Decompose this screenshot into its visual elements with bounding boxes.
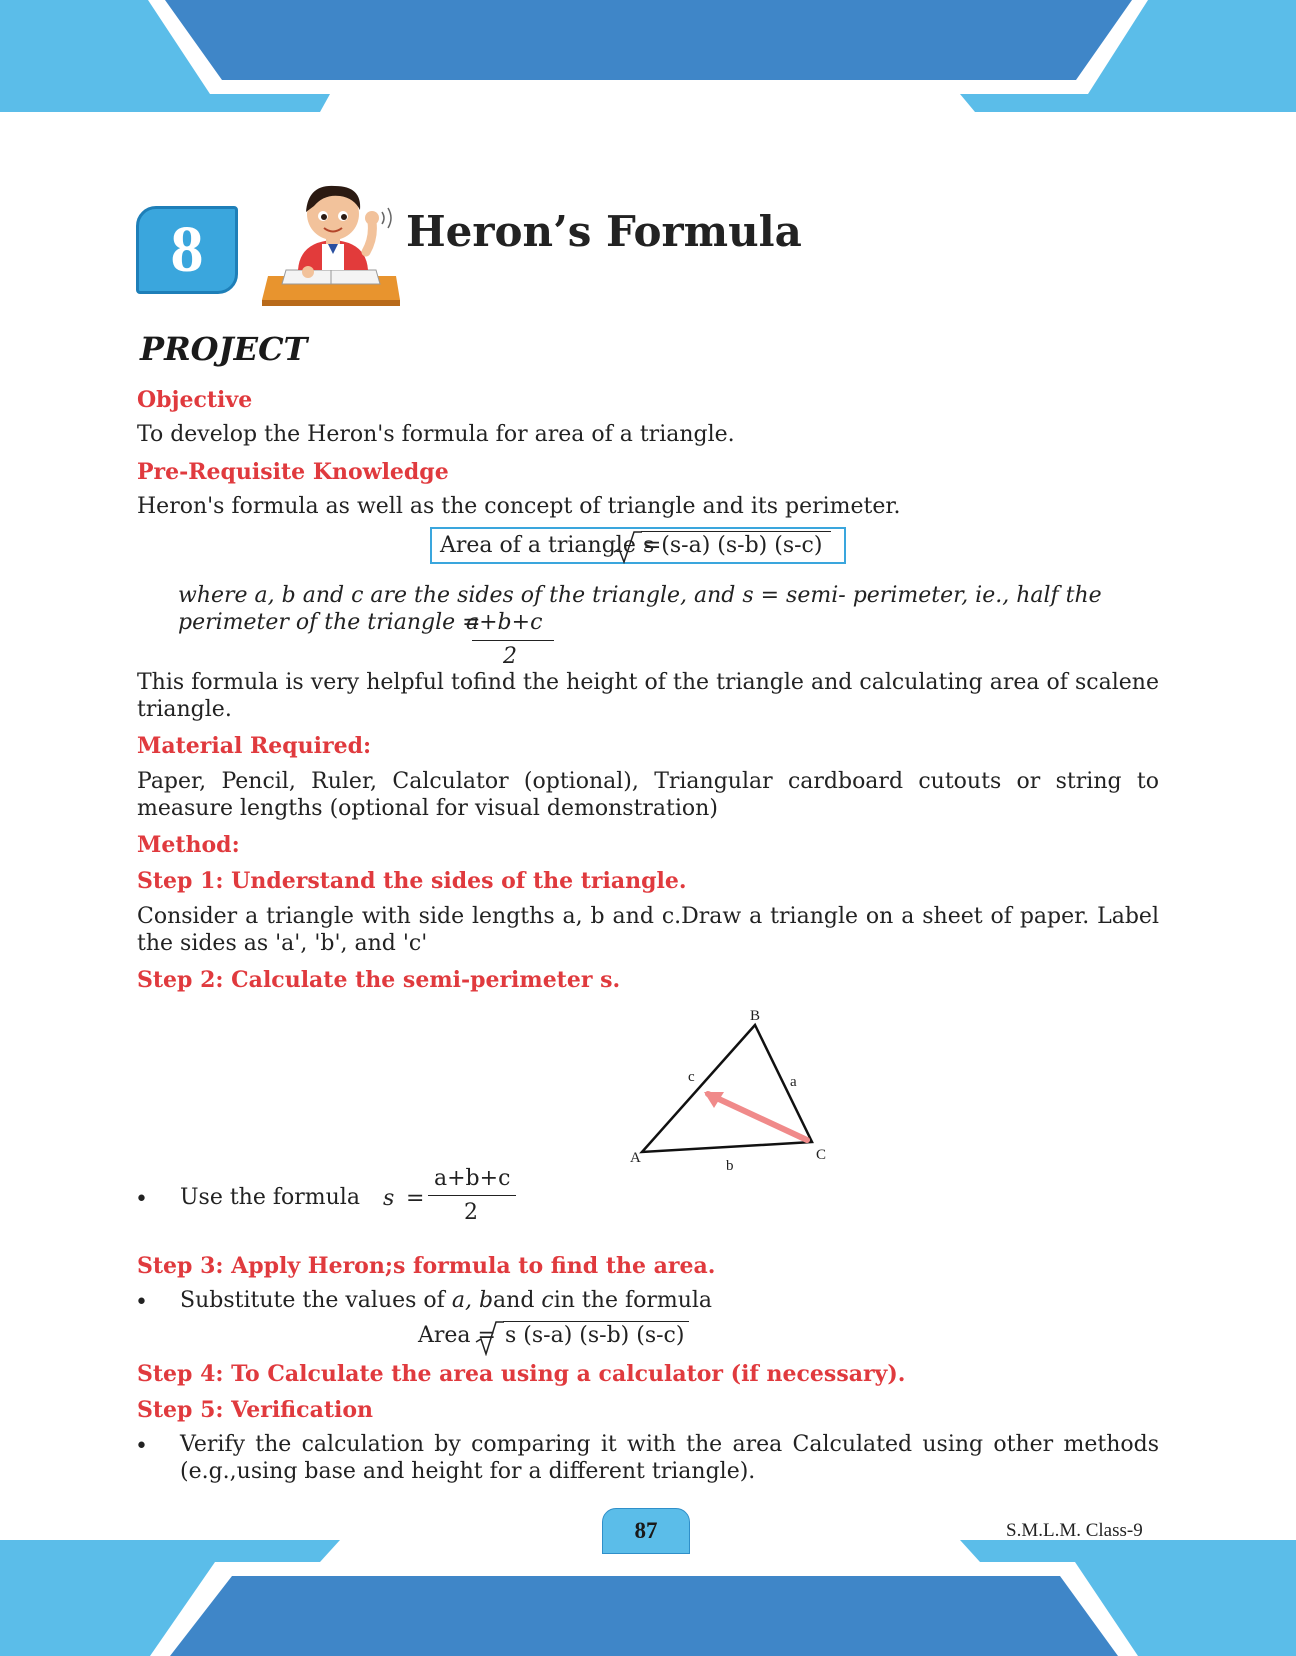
prerequisite-heading: Pre-Requisite Knowledge [137,459,449,485]
step1-text-line2: the sides as 'a', 'b', and 'c' [137,931,428,956]
vertex-a-label: A [630,1150,641,1166]
triangle-diagram [620,1000,840,1175]
where-fraction-bar [472,640,554,641]
side-c-label: c [688,1069,695,1085]
step3-var-a: a, [451,1288,472,1313]
helpful-text-line2: triangle. [137,697,232,722]
area-formula-label: Area of a triangle = [440,533,662,558]
step3-sub-post: in the formula [553,1288,713,1313]
method-heading: Method: [137,832,240,858]
step2-s-variable: s [383,1186,395,1211]
helpful-text-line1: This formula is very helpful tofind the height of the triangle and calculating area of scalene [137,670,1159,695]
step3-formula-radicand: s (s-a) (s-b) (s-c) [505,1323,685,1348]
area-formula-radicand: s (s-a) (s-b) (s-c) [643,533,823,558]
step5-heading: Step 5: Verification [137,1397,374,1423]
step3-var-b: b [478,1288,494,1313]
step2-bullet: • [135,1187,148,1212]
book-name: S.M.L.M. Class-9 [1006,1520,1143,1541]
where-fraction-denominator: 2 [503,644,517,669]
step3-area-formula [418,1319,688,1359]
where-text-line2 [178,609,543,636]
where-text-line1: where a, b and c are the sides of the triangle, and s = semi- perimeter, ie., half the [178,583,1102,608]
step3-heading: Step 3: Apply Heron;s formula to find the area. [137,1253,716,1279]
step2-heading: Step 2: Calculate the semi-perimeter s. [137,967,621,993]
side-b-label: b [726,1158,734,1174]
page-number: 87 [634,1518,658,1543]
objective-heading: Objective [137,387,253,413]
bottom-banner [0,1540,1296,1656]
chapter-title: Heron’s Formula [406,207,802,256]
step2-denominator: 2 [464,1200,478,1225]
step4-heading: Step 4: To Calculate the area using a calculator (if necessary). [137,1361,906,1387]
step3-square-root-sign [474,1320,504,1356]
prerequisite-text: Heron's formula as well as the concept of triangle and its perimeter. [137,494,901,519]
where-fraction-numerator: a+b+c [466,610,543,635]
vertex-c-label: C [816,1147,827,1163]
boy-studying-illustration [258,172,408,312]
vertex-b-label: B [750,1008,761,1024]
where-text-perimeter: perimeter of the triangle = [178,610,481,635]
step5-text-line2: (e.g.,using base and height for a different triangle). [180,1459,756,1484]
step2-equals: = [406,1186,425,1211]
project-heading: PROJECT [140,330,308,368]
top-banner [0,0,1296,115]
square-root-sign [612,530,642,564]
step2-numerator: a+b+c [434,1166,511,1191]
chapter-number-badge [136,206,238,294]
step3-formula-label: Area = [418,1323,496,1348]
step3-bullet: • [135,1290,148,1315]
step3-substitute-text [180,1287,712,1314]
step5-bullet: • [135,1434,148,1459]
step3-sub-pre: Substitute the values of [180,1288,445,1313]
step1-text-line1: Consider a triangle with side lengths a, b and c.Draw a triangle on a sheet of paper. Label [137,904,1159,929]
step2-use-text: Use the formula [180,1185,360,1210]
page-number-tab [602,1508,690,1554]
material-heading: Material Required: [137,733,372,759]
area-formula-box [430,527,846,564]
material-text-line1: Paper, Pencil, Ruler, Calculator (optional), Triangular cardboard cutouts or string to [137,769,1159,794]
side-a-label: a [790,1074,797,1090]
chapter-number: 8 [170,213,204,286]
step3-and: and [493,1288,535,1313]
step3-var-c: c [541,1288,554,1313]
objective-text: To develop the Heron's formula for area of a triangle. [137,422,735,447]
step1-heading: Step 1: Understand the sides of the triangle. [137,868,687,894]
step5-text-line1: Verify the calculation by comparing it with the area Calculated using other methods [180,1432,1159,1457]
step2-fraction-bar [428,1195,516,1196]
material-text-line2: measure lengths (optional for visual demonstration) [137,796,718,821]
